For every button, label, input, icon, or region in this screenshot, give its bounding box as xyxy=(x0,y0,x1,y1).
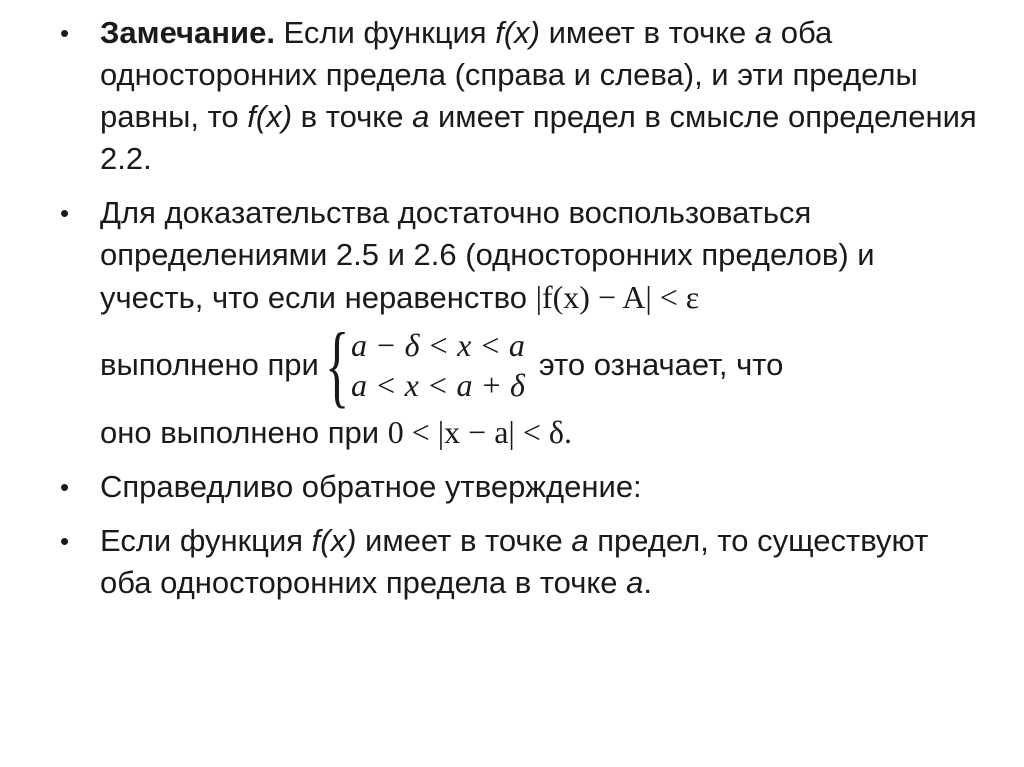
text-span: в точке xyxy=(292,99,413,134)
left-brace-icon: { xyxy=(324,314,350,416)
function-fx: f(x) xyxy=(495,15,540,50)
point-a: a xyxy=(412,99,430,134)
text-span: имеет предел в смысле определения 2.2. xyxy=(100,99,977,176)
system-row-2: a < x < a + δ xyxy=(351,367,525,403)
point-a: a xyxy=(571,523,589,558)
list-item-converse xyxy=(56,466,986,508)
system-line xyxy=(100,314,986,416)
text-span: . xyxy=(643,565,652,600)
inequality-formula: |f(x) − A| < ε xyxy=(535,279,700,315)
function-fx: f(x) xyxy=(247,99,293,134)
text-span: имеет в точке xyxy=(539,15,755,50)
list-item-remark xyxy=(56,12,986,180)
text-span: имеет в точке xyxy=(356,523,572,558)
text-span: Если функция xyxy=(274,15,496,50)
text-span: Для доказательства достаточно воспользоваться определениями 2.5 и 2.6 (односторонних пределов) и учесть, что если неравенство xyxy=(100,195,875,315)
bullet-dot: • xyxy=(60,472,70,502)
remark-label: Замечание. xyxy=(100,15,275,50)
function-fx: f(x) xyxy=(311,523,357,558)
text-span: предел, то существуют оба односторонних предела в точке xyxy=(100,523,929,600)
inequality-system xyxy=(351,325,525,405)
system-row-1: a − δ < x < a xyxy=(351,327,525,363)
point-a: a xyxy=(626,565,644,600)
text-span: оно выполнено при xyxy=(100,415,388,450)
text-span: Если функция xyxy=(100,523,312,558)
bullet-dot: • xyxy=(60,18,70,48)
condition-formula: 0 < |x − a| < δ. xyxy=(387,414,572,450)
bullet-dot: • xyxy=(60,526,70,556)
text-line xyxy=(100,411,986,454)
bullet-dot: • xyxy=(60,198,70,228)
text-span: оба односторонних предела (справа и слева), и эти пределы равны, то xyxy=(100,15,918,134)
point-a: a xyxy=(754,15,773,50)
bullet-list xyxy=(56,12,986,616)
text-span: выполнено при xyxy=(100,347,319,382)
list-item-statement xyxy=(56,520,986,604)
list-item-proof xyxy=(56,192,986,454)
text-span: Справедливо обратное утверждение: xyxy=(100,469,642,504)
text-span: это означает, что xyxy=(538,347,784,382)
